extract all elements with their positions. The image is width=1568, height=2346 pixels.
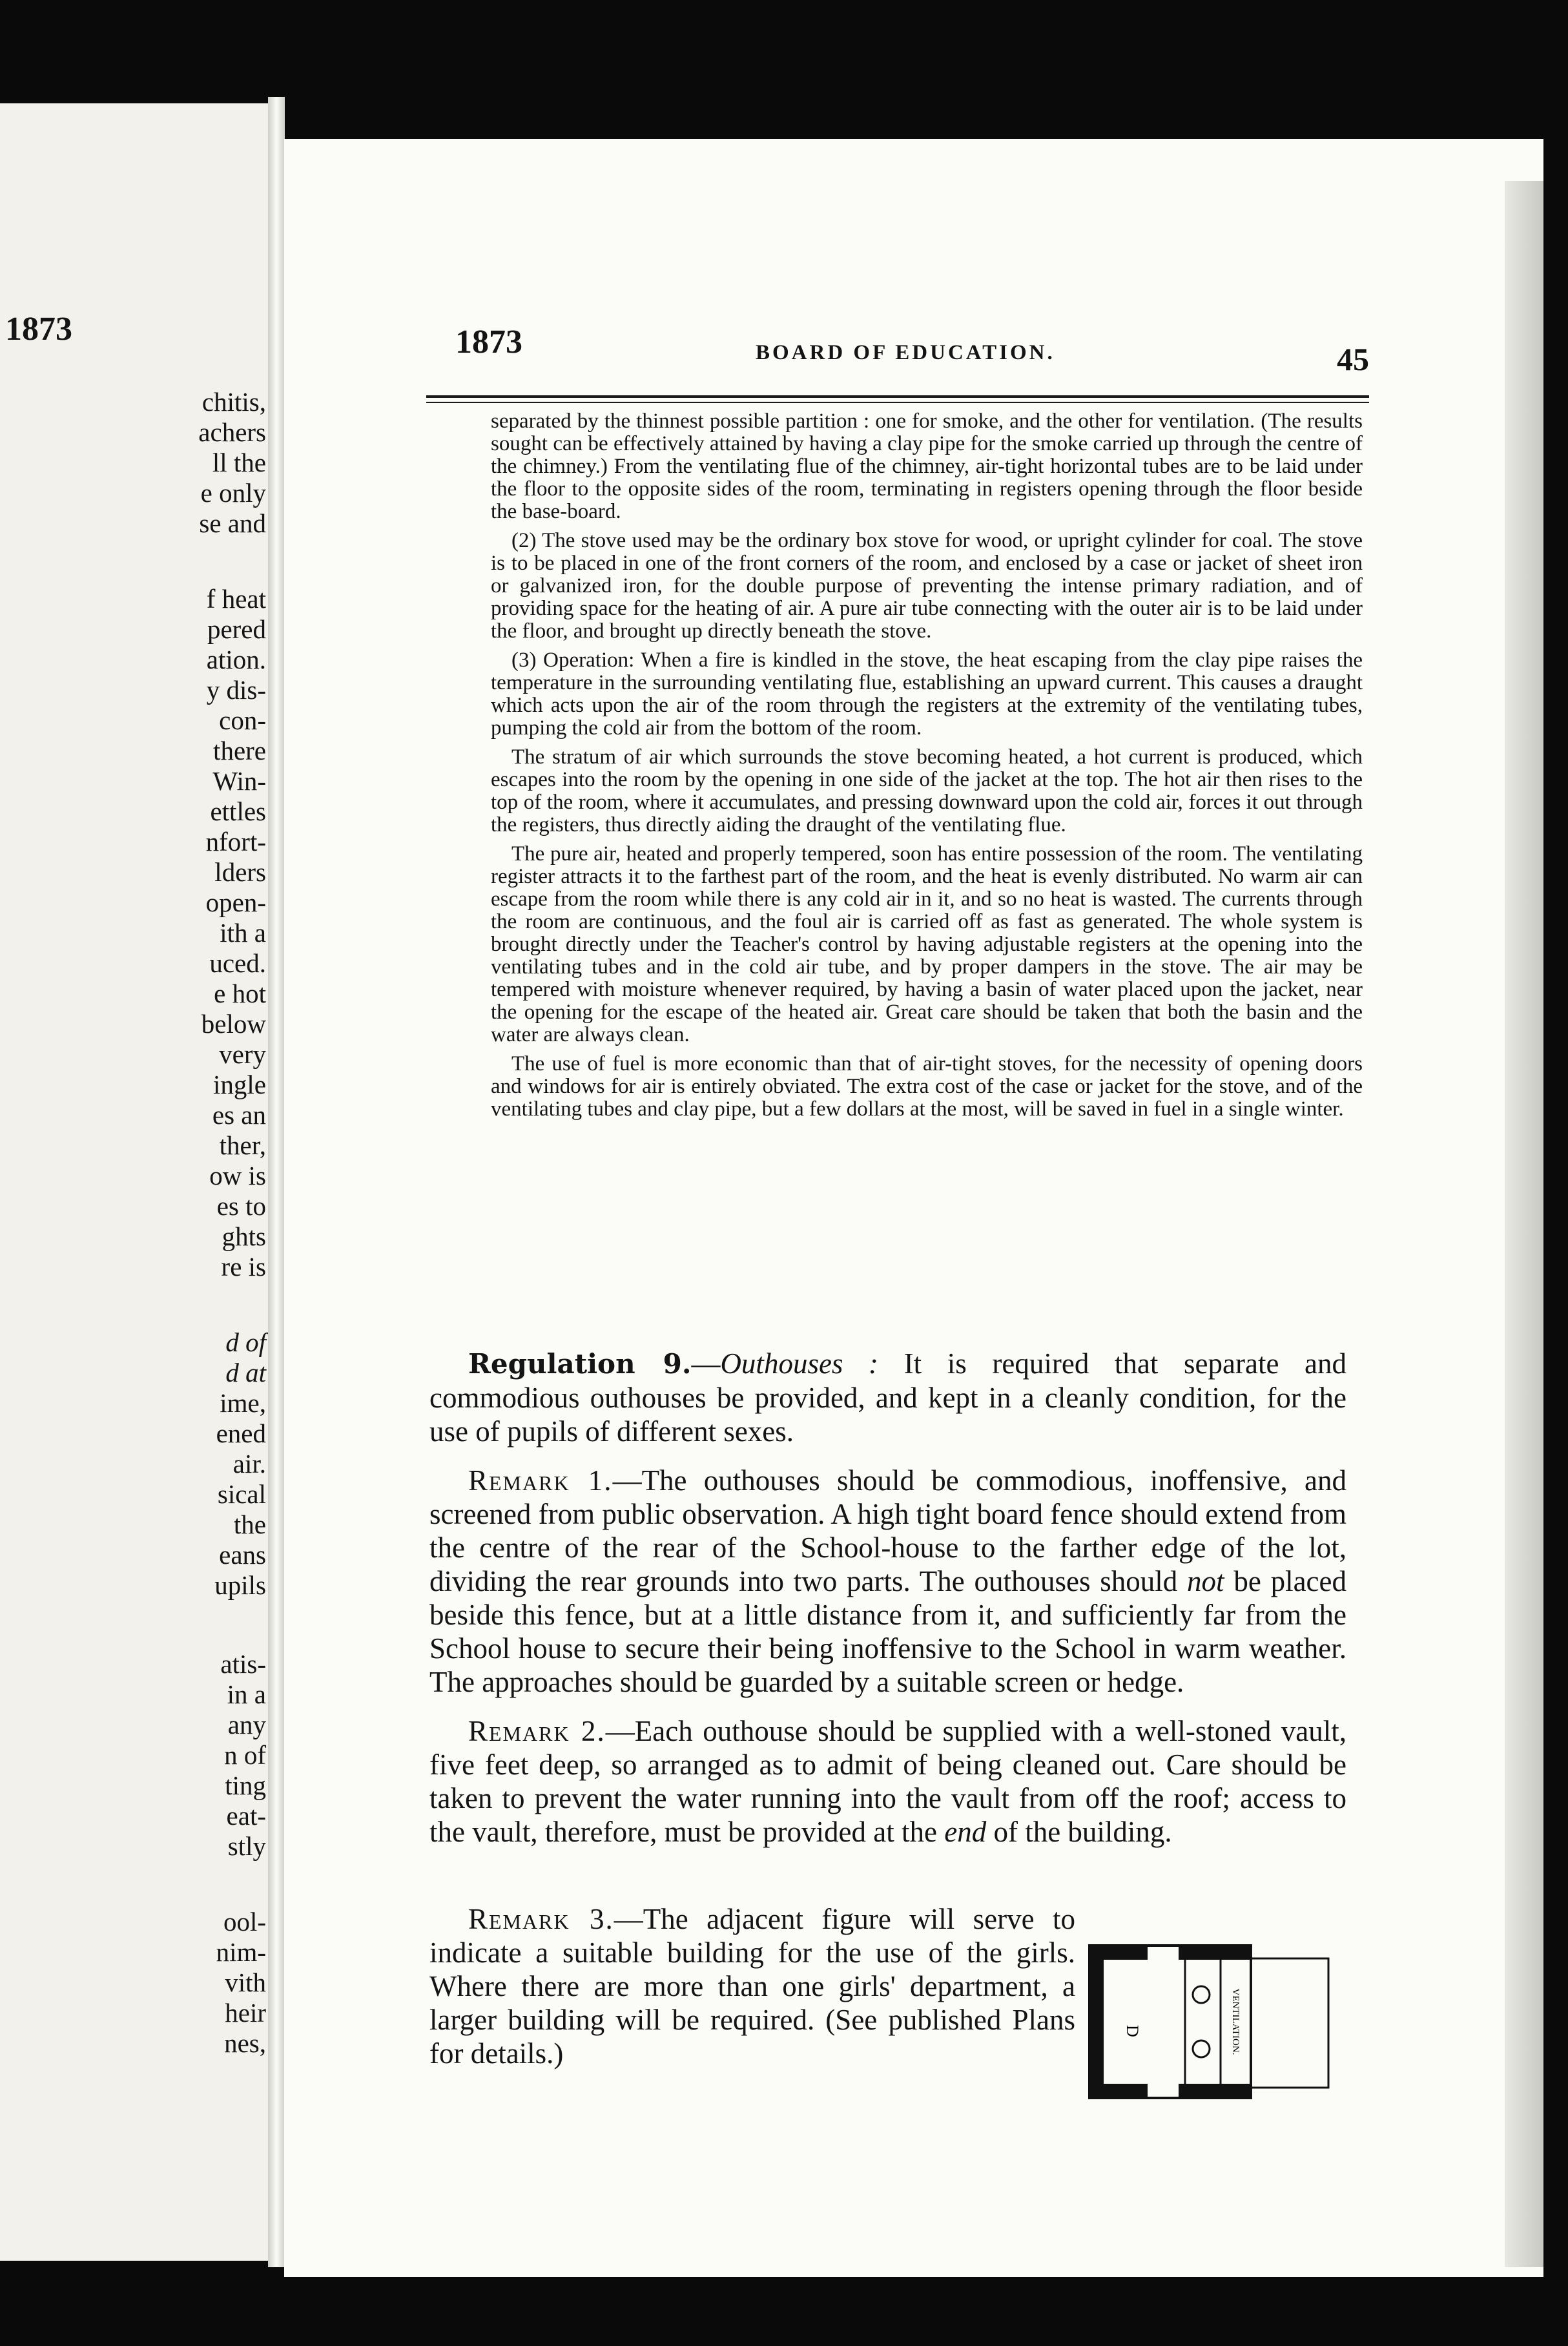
left-fragment: nim-	[216, 1937, 266, 1967]
left-fragment: any	[227, 1710, 266, 1739]
left-fragment: se and	[199, 508, 266, 538]
small-paragraph: The stratum of air which surrounds the stove becoming heated, a hot current is produced, which escapes into the room by the opening in one side of the jacket at the top. The hot air then rises to the top of the room, where it accumulates, and pressing downward upon the cold air, forces it out through the registers, thus directly aiding the draught of the ventilating flue.	[491, 745, 1363, 836]
left-fragment: atis-	[220, 1649, 266, 1679]
plan-vault	[1251, 1958, 1328, 2088]
left-fragment: below	[201, 1009, 266, 1039]
left-fragment: the	[233, 1510, 266, 1539]
left-fragment: chitis,	[201, 387, 266, 417]
remark-1-label: Remark 1.	[468, 1464, 613, 1497]
left-fragment: uced.	[209, 948, 266, 978]
regulation-text: It is required that separate and commodious outhouses be provided, and kept in a cleanly condition, for the use of pupils of different sexes.	[429, 1347, 1347, 1448]
left-fragment: ith a	[220, 918, 266, 948]
left-fragment: n of	[224, 1740, 266, 1770]
regulation-topic: Outhouses :	[720, 1347, 879, 1380]
left-page	[0, 103, 278, 2261]
left-fragment: ettles	[210, 796, 266, 826]
remark-3-text: —The adjacent figure will serve to indicate a suitable building for the use of the girls. Where there are more than one girls' department, a larger building will be required. (See published Plans for details.)	[429, 1903, 1075, 2070]
left-fragment: eans	[219, 1540, 266, 1570]
left-fragment: in a	[227, 1679, 266, 1709]
page-edge	[1505, 181, 1543, 2267]
left-fragment: es an	[212, 1100, 266, 1130]
left-fragment: stly	[227, 1831, 266, 1861]
left-fragment: ow is	[209, 1161, 266, 1190]
left-fragment: air.	[232, 1449, 266, 1479]
small-paragraph: (2) The stove used may be the ordinary box stove for wood, or upright cylinder for coal. The stove is to be placed in one of the front corners of the room, and enclosed by a case or jacket of sheet iron or galvanized iron, for the double purpose of preventing the intense primary radiation, and of providing space for the heating of air. A pure air tube connecting with the outer air is to be laid under the floor, and brought up directly beneath the stove.	[491, 529, 1363, 643]
small-paragraph: The use of fuel is more economic than that of air-tight stoves, for the necessity of opening doors and windows for air is entirely obviated. The extra cost of the case or jacket for the stove, and of the ventilating tubes and clay pipe, but a few dollars at the most, will be saved in fuel in a single winter.	[491, 1052, 1363, 1121]
remark-3	[429, 1902, 1075, 2070]
left-fragment: eat-	[226, 1801, 266, 1831]
page-number: 45	[1337, 341, 1369, 377]
plan-bottom-wall	[1089, 2084, 1148, 2098]
remark-2-label: Remark 2.	[468, 1715, 606, 1747]
left-page-year: 1873	[5, 311, 72, 348]
small-paragraph: (3) Operation: When a fire is kindled in the stove, the heat escaping from the clay pipe raises the temperature in the surrounding ventilating flue, establishing an upward current. This causes a draught which acts upon the air of the room through the registers at the extremity of the ventilating tubes, pumping the cold air from the bottom of the room.	[491, 649, 1363, 740]
small-paragraph: separated by the thinnest possible partition : one for smoke, and the other for ventilation. (The results sought can be effectively attained by having a clay pipe for the smoke carried up through the centre of the chimney.) From the ventilating flue of the chimney, air-tight horizontal tubes are to be laid under the floor to the opposite sides of the room, terminating in registers opening through the floor beside the base-board.	[491, 410, 1363, 523]
regulation-dash: —	[691, 1347, 721, 1380]
small-paragraph: The pure air, heated and properly tempered, soon has entire possession of the room. The ventilating register attracts it to the farthest part of the room, and the heat is evenly distributed. No warm air can escape from the room while there is any cold air in it, and so no heat is wasted. The currents through the room are continuous, and the foul air is carried off as fast as generated. The whole system is brought directly under the Teacher's control by having adjustable registers at the opening into the ventilating tubes and in the cold air tube, and by proper dampers in the stove. The air may be tempered with moisture whenever required, by having a basin of water placed upon the jacket, near the opening for the escape of the heated air. Great care should be taken that both the basin and the water are always clean.	[491, 842, 1363, 1046]
regulation-label: Regulation 9.	[468, 1348, 692, 1380]
left-fragment: d of	[225, 1327, 266, 1357]
remark-2	[429, 1714, 1346, 1849]
remark-2-text: —Each outhouse should be supplied with a well-stoned vault, five feet deep, so arranged as to admit of being cleaned out. Care should be taken to prevent the water running into the vault from off the roof; access to the vault, therefore, must be provided at the	[429, 1715, 1347, 1848]
left-fragment: there	[213, 736, 266, 765]
header-year: 1873	[455, 324, 522, 360]
plan-bottom-wall-right	[1179, 2084, 1251, 2098]
remark-2-emphasis: end	[944, 1816, 987, 1848]
left-fragment: ened	[216, 1418, 266, 1448]
left-fragment: ool-	[223, 1907, 266, 1936]
page-gutter	[268, 97, 285, 2267]
left-fragment: e only	[200, 478, 266, 508]
plan-top-wall	[1089, 1946, 1148, 1960]
remark-1-text-2: be placed beside this fence, but at a little distance from it, and sufficiently far from the School house to secure their being inoffensive to the School in warm weather. The approaches should be guarded by a suitable screen or hedge.	[429, 1565, 1346, 1698]
left-fragment: re is	[221, 1252, 266, 1282]
plan-vent-label: VENTILATION.	[1230, 1988, 1241, 2055]
left-fragment: very	[219, 1039, 266, 1069]
small-print-section	[491, 410, 1363, 1127]
left-fragment: lders	[214, 857, 266, 887]
left-fragment: ation.	[206, 645, 266, 674]
left-fragment: heir	[225, 1998, 266, 2028]
header-rule	[426, 395, 1369, 398]
left-fragment: ime,	[220, 1388, 266, 1418]
left-fragment: ting	[225, 1770, 266, 1800]
left-fragment: ther,	[219, 1130, 266, 1160]
left-fragment: nfort-	[205, 827, 266, 856]
left-fragment: nes,	[224, 2028, 266, 2058]
left-fragment: ingle	[213, 1070, 266, 1099]
plan-seat-hole	[1193, 1986, 1210, 2003]
left-fragment: es to	[216, 1191, 266, 1221]
plan-door-label: D	[1123, 2025, 1142, 2037]
header-title: BOARD OF EDUCATION.	[756, 341, 1055, 364]
remark-1	[429, 1464, 1346, 1699]
outhouse-plan-figure	[1088, 1944, 1334, 2099]
left-fragment: sical	[217, 1479, 266, 1509]
left-fragment: f heat	[206, 584, 266, 614]
remark-1-text: —The outhouses should be commodious, inoffensive, and screened from public observation. A high tight board fence should extend from the centre of the rear of the School-house to the farther edge of the lot, dividing the rear grounds into two parts. The outhouses should	[429, 1464, 1346, 1597]
remark-1-emphasis: not	[1187, 1565, 1224, 1597]
left-fragment: ghts	[222, 1221, 266, 1251]
plan-left-wall	[1089, 1946, 1104, 2098]
left-fragment: d at	[225, 1358, 266, 1387]
plan-top-wall-right	[1179, 1946, 1251, 1960]
header-rule-thin	[426, 402, 1369, 403]
left-fragment: achers	[198, 417, 266, 447]
left-fragment: y dis-	[206, 675, 266, 705]
plan-outline	[1089, 1946, 1251, 2098]
left-fragment: e hot	[214, 979, 266, 1008]
left-fragment: con-	[219, 705, 266, 735]
left-fragment: upils	[214, 1570, 266, 1600]
left-fragment: pered	[207, 614, 266, 644]
plan-seat-hole	[1193, 2040, 1210, 2057]
left-fragment: Win-	[212, 766, 266, 796]
left-fragment: vith	[225, 1967, 266, 1997]
regulation-section	[429, 1347, 1346, 1864]
left-fragment: ll the	[212, 448, 266, 477]
regulation-paragraph	[429, 1347, 1346, 1448]
remark-3-label: Remark 3.	[468, 1903, 614, 1935]
remark-2-text-2: of the building.	[986, 1816, 1172, 1848]
left-fragment: open-	[205, 888, 266, 917]
